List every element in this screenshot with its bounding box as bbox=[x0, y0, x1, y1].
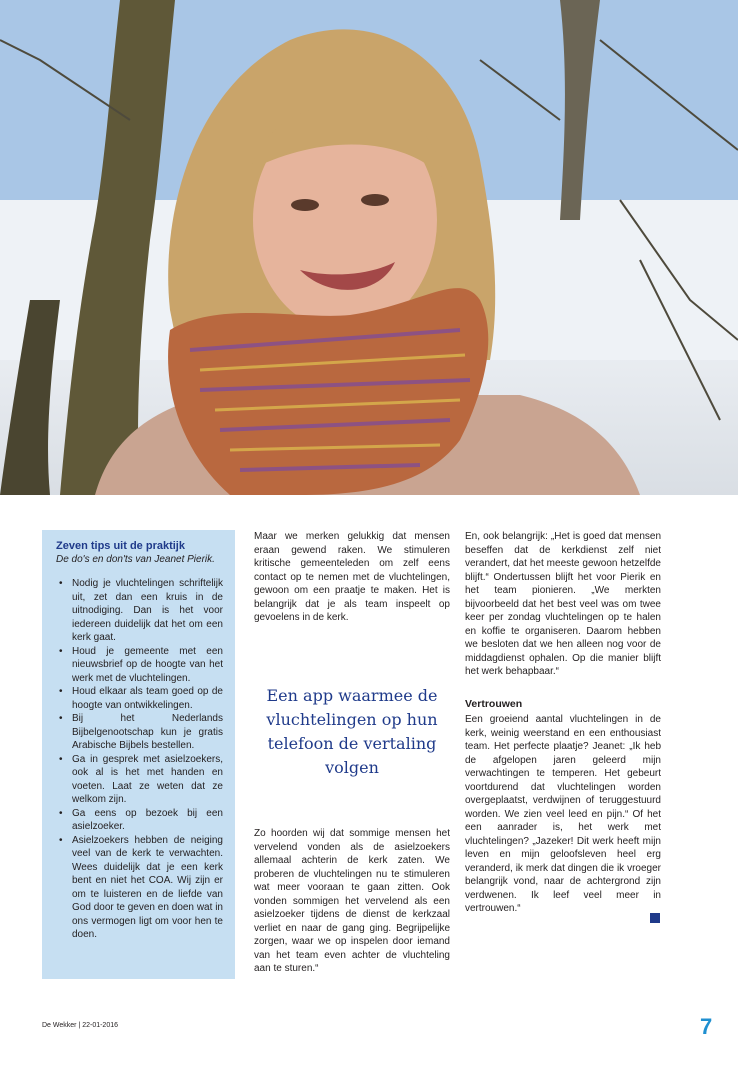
eye-right bbox=[361, 194, 389, 206]
article-column-3-bottom: Een groeiend aantal vluchtelingen in de kerk, weinig weerstand en een enthousiast team. Het perfecte plaatje? Jeanet: „Ik heb de afgelopen jaren geleerd mijn verwachtingen te temperen. Het gebeurt voortdurend dat vluchtelingen worden overgeplaatst, verdwijnen of teruggestuurd worden. We zien veel leed en pijn.“ Of het een aanrader is, het werk met vluchtelingen? „Jazeker! Dit werk heeft mijn leven en mijn geloofsleven heel erg veranderd, ik merk dat dingen die ik vroeger belangrijk vond, naar de achtergrond zijn verdwenen. Ik leef veel meer in vertrouwen.“ bbox=[465, 714, 661, 914]
tip-item: • Ga in gesprek met asielzoekers, ook al is het met handen en voeten. Laat ze weten dat ze welkom zijn. bbox=[56, 753, 223, 807]
tip-item: • Houd elkaar als team goed op de hoogte van ontwikkelingen. bbox=[56, 685, 223, 712]
eye-left bbox=[291, 199, 319, 211]
section-heading: Vertrouwen bbox=[465, 698, 523, 710]
sidebar-title: Zeven tips uit de praktijk bbox=[56, 540, 185, 552]
footer-publication: De Wekker | 22-01-2016 bbox=[42, 1022, 119, 1029]
article-column-2-bottom: Zo hoorden wij dat sommige mensen het vervelend vonden als de asielzoekers allemaal achterin de kerk zaten. We proberen de vluchtelingen nu te stimuleren wat meer vooraan te gaan zitten. Ook vonden sommigen het vervelend als een asielzoeker tijdens de dienst de kerkzaal verliet en naar de gang ging. Begrijpelijke zorgen, waar we op inspelen door iemand van het team even achter de vluchteling aan te sturen.“ bbox=[254, 828, 450, 974]
tips-list bbox=[56, 577, 223, 942]
tip-item: • Asielzoekers hebben de neiging veel van de kerk te verwachten. Wees duidelijk dat je een kerk bent en niet het COA. Wij zijn er om te luisteren en de liefde van God door te geven en doen wat in ons vermogen ligt om voor hen te doen. bbox=[56, 834, 223, 942]
tip-item: • Houd je gemeente met een nieuwsbrief op de hoogte van het werk met de vluchtelingen. bbox=[56, 645, 223, 686]
tip-item: • Nodig je vluchtelingen schriftelijk uit, zet dan een kruis in de uitnodiging. Dan is het voor iedereen duidelijk dat het om een kerk gaat. bbox=[56, 577, 223, 645]
portrait-illustration bbox=[0, 0, 738, 495]
portrait-photo bbox=[0, 0, 738, 495]
tip-item: • Bij het Nederlands Bijbelgenootschap kun je gratis Arabische Bijbels bestellen. bbox=[56, 712, 223, 753]
end-of-article-square-icon bbox=[650, 913, 660, 923]
sidebar-subtitle: De do's en don'ts van Jeanet Pierik. bbox=[56, 554, 215, 565]
pull-quote: Een app waarmee de vluchtelingen op hun telefoon de vertaling volgen bbox=[266, 686, 438, 777]
article-column-2-top: Maar we merken gelukkig dat mensen eraan gewend raken. We stimuleren kritische gemeenteleden om zelf eens contact op te nemen met de vluchtelingen, gewoon om een praatje te maken. Het is belangrijk dat je als team inspeelt op gevoelens in de kerk. bbox=[254, 531, 450, 623]
article-column-3-top: En, ook belangrijk: „Het is goed dat mensen beseffen dat de kerkdienst zelf niet verandert, dat het meeste gewoon hetzelfde blijft.“ Ondertussen blijft het voor Pierik en het team pionieren. „We merkten bijvoorbeeld dat het best veel was om twee keer per zondag vluchtelingen op te halen en koffie te organiseren. Daarom hebben we besloten dat we hen alleen nog voor de middagdienst ophalen. Op die manier blijft het werk behapbaar.“ bbox=[465, 531, 661, 677]
page-number: 7 bbox=[700, 1014, 713, 1039]
tip-item: • Ga eens op bezoek bij een asielzoeker. bbox=[56, 807, 223, 834]
tips-sidebar bbox=[42, 530, 235, 979]
